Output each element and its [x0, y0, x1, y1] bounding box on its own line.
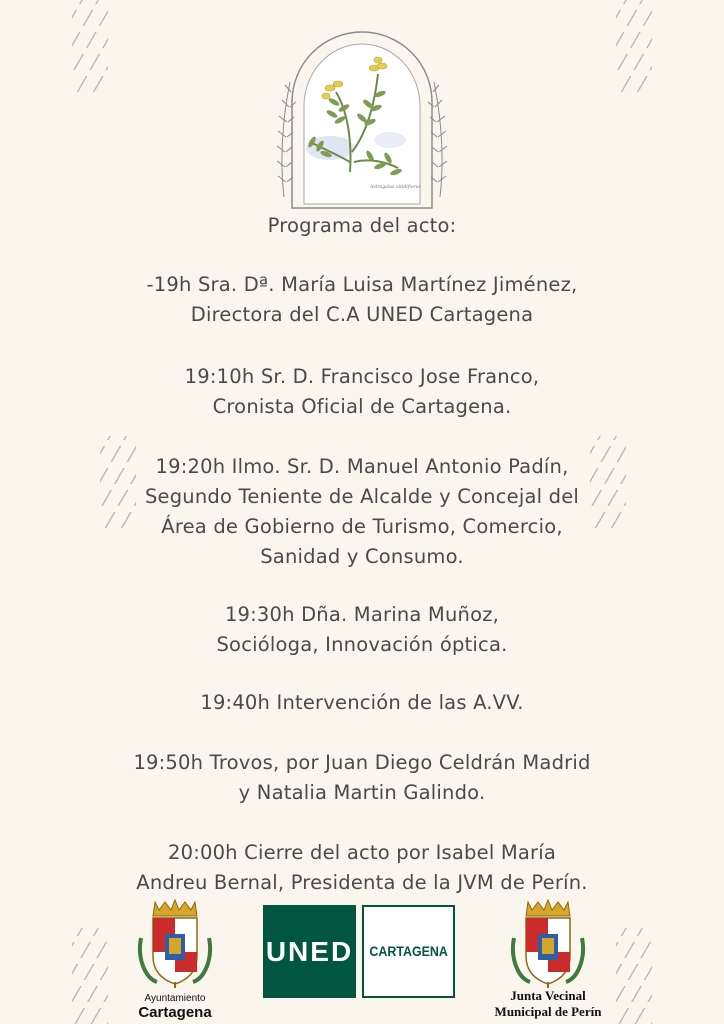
decorative-hatch-top-right	[616, 0, 652, 92]
program-line: Área de Gobierno de Turismo, Comercio,	[161, 515, 563, 538]
ayuntamiento-caption-bottom: Cartagena	[138, 1004, 212, 1021]
decorative-hatch-bottom-left	[72, 928, 108, 1024]
program-line: 19:10h Sr. D. Francisco Jose Franco,	[184, 365, 540, 388]
program-item-1920	[0, 452, 724, 572]
program-line: Segundo Teniente de Alcalde y Concejal del	[144, 485, 580, 508]
uned-cartagena-logo	[362, 905, 455, 998]
ayuntamiento-crest-logo	[135, 898, 215, 990]
program-item-2000	[0, 838, 724, 898]
program-line: 19:30h Dña. Marina Muñoz,	[224, 603, 500, 626]
program-line: Sanidad y Consumo.	[260, 545, 464, 568]
junta-caption-bottom: Municipal de Perín	[494, 1004, 602, 1019]
program-line: Andreu Bernal, Presidenta de la JVM de Perín.	[136, 871, 588, 894]
svg-text:Astragalus nitidiflorus: Astragalus nitidiflorus	[370, 185, 421, 190]
program-line: 19:40h Intervención de las A.VV.	[200, 691, 524, 714]
program-heading	[0, 211, 724, 241]
program-item-1900	[0, 270, 724, 330]
program-item-1910	[0, 362, 724, 422]
program-line: -19h Sra. Dª. María Luisa Martínez Jiménez,	[146, 273, 578, 296]
junta-vecinal-crest-logo	[508, 898, 588, 990]
uned-logo	[263, 905, 356, 998]
junta-caption-top: Junta Vecinal	[510, 988, 586, 1003]
program-line: 19:50h Trovos, por Juan Diego Celdrán Madrid	[133, 751, 591, 774]
uned-cartagena-text: CARTAGENA	[369, 944, 448, 959]
program-line: Directora del C.A UNED Cartagena	[190, 303, 534, 326]
program-item-1950	[0, 748, 724, 808]
decorative-hatch-top-left	[72, 0, 108, 92]
program-line: y Natalia Martin Galindo.	[238, 781, 486, 804]
uned-logo-text: UNED	[265, 935, 354, 967]
program-line: 20:00h Cierre del acto por Isabel María	[167, 841, 556, 864]
program-item-1940	[0, 688, 724, 718]
program-heading-text: Programa del acto:	[267, 214, 457, 237]
program-item-1930	[0, 600, 724, 660]
botanical-plant-illustration	[270, 22, 454, 212]
program-line: Cronista Oficial de Cartagena.	[212, 395, 512, 418]
program-line: 19:20h Ilmo. Sr. D. Manuel Antonio Padín,	[155, 455, 569, 478]
program-line: Socióloga, Innovación óptica.	[216, 633, 508, 656]
decorative-hatch-bottom-right	[616, 928, 652, 1024]
ayuntamiento-caption-top: Ayuntamiento	[144, 993, 206, 1004]
